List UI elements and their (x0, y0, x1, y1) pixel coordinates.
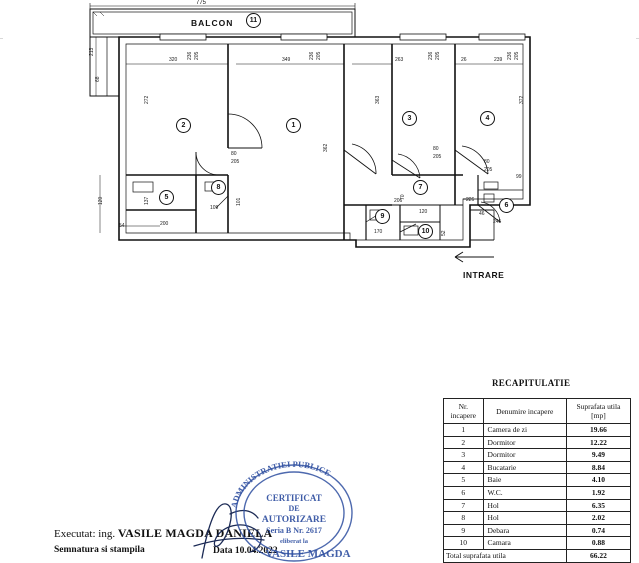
dimension-label: 54 (119, 223, 125, 229)
dimension-label: 236 (187, 51, 193, 60)
cell-name: Hol (483, 512, 566, 525)
table-total-row (444, 549, 631, 562)
table-row (444, 436, 631, 449)
room-marker-8: 8 (211, 180, 226, 195)
cell-nr: 2 (444, 436, 484, 449)
dimension-label: 245 (493, 219, 502, 225)
cell-area: 8.84 (566, 461, 630, 474)
dimension-label: 205 (484, 167, 493, 173)
dimension-label: 205 (194, 51, 200, 60)
dimension-label: 46 (479, 211, 485, 217)
dimension-label: 206 (394, 198, 403, 204)
table-row (444, 449, 631, 462)
table-row (444, 524, 631, 537)
dimension-label: 101 (236, 197, 242, 206)
cell-nr: 8 (444, 512, 484, 525)
cell-name: Dormitor (483, 449, 566, 462)
dimension-label: 205 (316, 51, 322, 60)
stamp-line-3: AUTORIZARE (261, 515, 327, 525)
cell-nr: 4 (444, 461, 484, 474)
cell-area: 9.49 (566, 449, 630, 462)
cell-name: Dormitor (483, 436, 566, 449)
signature-label: Semnatura si stampila (54, 545, 145, 555)
recap-title: RECAPITULATIE (492, 378, 571, 388)
table-row (444, 537, 631, 550)
cell-area: 0.88 (566, 537, 630, 550)
entrance-label: INTRARE (463, 270, 505, 280)
cell-name: Baie (483, 474, 566, 487)
cell-name: Bucatarie (483, 461, 566, 474)
dimension-label: 80 (231, 151, 237, 157)
room-marker-6: 6 (499, 198, 514, 213)
cell-area: 4.10 (566, 474, 630, 487)
dimension-label: 70 (400, 194, 406, 200)
stamp-line-4: Seria B Nr. 2617 (266, 526, 322, 535)
cell-name: W.C. (483, 486, 566, 499)
dimension-label: 80 (433, 146, 439, 152)
cell-area: 0.74 (566, 524, 630, 537)
room-marker-1: 1 (286, 118, 301, 133)
dimension-label: 263 (395, 57, 404, 63)
recap-table (443, 398, 631, 563)
balcony-label: BALCON (191, 18, 234, 28)
dimension-label: 120 (98, 196, 104, 205)
dimension-label: 99 (516, 174, 522, 180)
dimension-label: 205 (514, 51, 520, 60)
room-marker-5: 5 (159, 190, 174, 205)
table-header-row (444, 399, 631, 424)
cell-name: Hol (483, 499, 566, 512)
dimension-label: 226 (466, 197, 475, 203)
dimension-label: 109 (210, 205, 219, 211)
header-area: Suprafata utila [mp] (566, 399, 630, 424)
table-row (444, 424, 631, 437)
dimension-label: 52 (441, 230, 447, 236)
room-marker-7: 7 (413, 180, 428, 195)
cell-area: 6.35 (566, 499, 630, 512)
total-label: Total suprafata utila (444, 549, 567, 562)
cell-nr: 9 (444, 524, 484, 537)
executed-by-line (54, 526, 272, 541)
dimension-label: 239 (494, 57, 503, 63)
table-row (444, 499, 631, 512)
room-marker-3: 3 (402, 111, 417, 126)
cell-nr: 10 (444, 537, 484, 550)
cell-area: 1.92 (566, 486, 630, 499)
dimension-label: 26 (461, 57, 467, 63)
dimension-label: 68 (95, 76, 101, 82)
cell-area: 2.02 (566, 512, 630, 525)
room-marker-4: 4 (480, 111, 495, 126)
dimension-label: 363 (375, 95, 381, 104)
dimension-label: 170 (374, 229, 383, 235)
room-marker-2: 2 (176, 118, 191, 133)
cell-name: Camara (483, 537, 566, 550)
header-name: Denumire incapere (483, 399, 566, 424)
cell-nr: 7 (444, 499, 484, 512)
dimension-label: 205 (231, 159, 240, 165)
dimension-label: 120 (419, 209, 428, 215)
header-nr: Nr. incapere (444, 399, 484, 424)
stamp-line-1: CERTIFICAT (266, 493, 322, 503)
cell-nr: 3 (444, 449, 484, 462)
date-label: Data 10.04.2022 (213, 546, 278, 556)
table-row (444, 486, 631, 499)
table-row (444, 461, 631, 474)
table-row (444, 474, 631, 487)
cell-nr: 1 (444, 424, 484, 437)
dimension-label: 137 (144, 196, 150, 205)
room-marker-11: 11 (246, 13, 261, 28)
cell-nr: 5 (444, 474, 484, 487)
stamp-name: VASILE MAGDA (265, 548, 351, 560)
dimension-label: 272 (144, 95, 150, 104)
dimension-label: 349 (282, 57, 291, 63)
room-marker-10: 10 (418, 224, 433, 239)
executed-prefix: Executat: ing. (54, 528, 118, 540)
dimension-label: 236 (309, 51, 315, 60)
stamp-line-2: DE (288, 504, 300, 513)
room-marker-9: 9 (375, 209, 390, 224)
table-row (444, 512, 631, 525)
cell-area: 19.66 (566, 424, 630, 437)
dimension-label: 213 (89, 47, 95, 56)
dimension-label: 775 (196, 0, 207, 6)
dimension-label: 362 (323, 143, 329, 152)
cell-nr: 6 (444, 486, 484, 499)
total-value: 66.22 (566, 549, 630, 562)
executed-name: VASILE MAGDA DANIELA (117, 526, 273, 540)
cell-name: Camera de zi (483, 424, 566, 437)
dimension-label: 236 (428, 51, 434, 60)
dimension-label: 80 (484, 159, 490, 165)
stamp-line-5: eliberat la (280, 538, 308, 545)
dimension-label: 200 (160, 221, 169, 227)
dimension-label: 205 (433, 154, 442, 160)
stamp-ring-text: ADMINISTRATIEI PUBLICE (228, 458, 333, 509)
dimension-label: 205 (435, 51, 441, 60)
cell-name: Debara (483, 524, 566, 537)
dimension-label: 320 (169, 57, 178, 63)
cell-area: 12.22 (566, 436, 630, 449)
dimension-label: 236 (507, 51, 513, 60)
dimension-label: 372 (519, 95, 525, 104)
